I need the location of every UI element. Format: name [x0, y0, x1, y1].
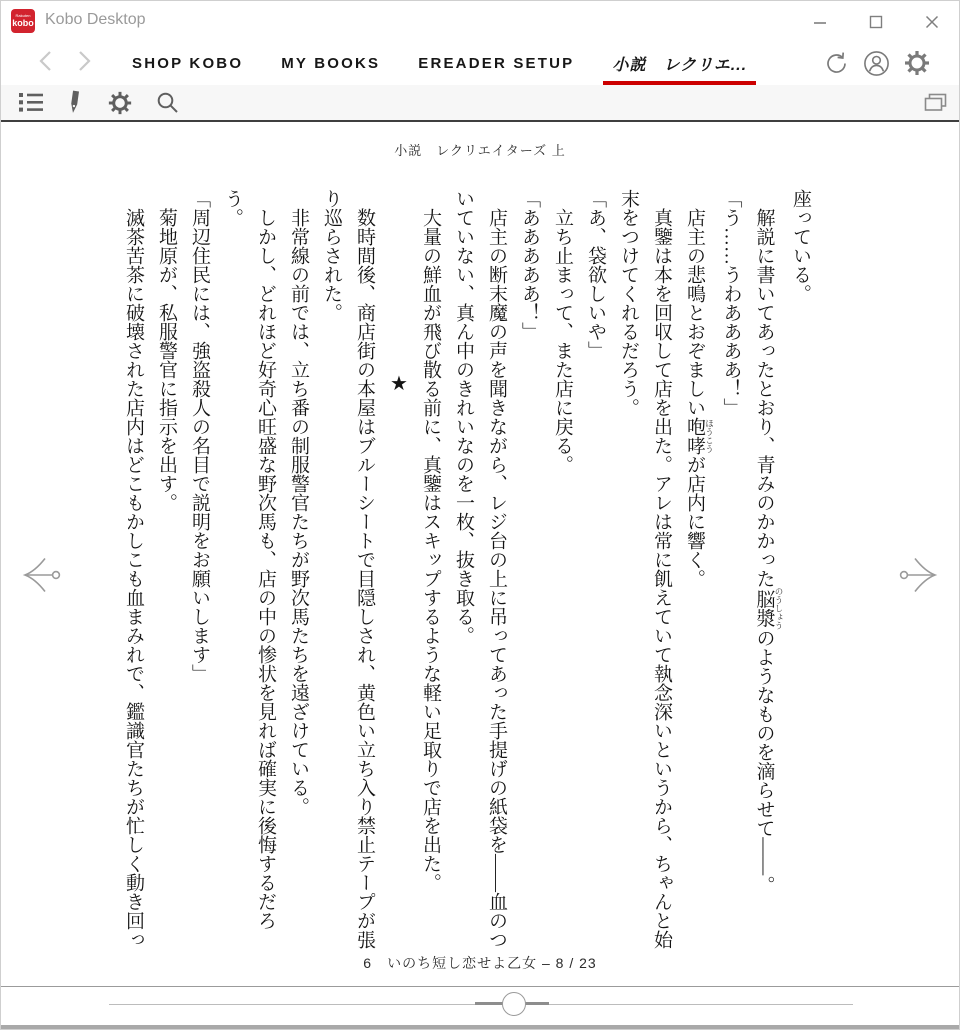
text-column: 座っている。 — [790, 189, 811, 303]
text-column: 立ち止まって、また店に戻る。 — [552, 208, 573, 474]
arrow-right-icon — [895, 552, 941, 598]
minimize-icon — [813, 15, 827, 29]
gear-icon — [903, 49, 931, 77]
text-column: 末をつけてくれるだろう。 — [618, 189, 639, 417]
gear-icon — [107, 90, 133, 116]
text-column: しかし、どれほど好奇心旺盛な野次馬も、店の中の惨状を見れば確実に後悔するだろ — [255, 208, 276, 930]
close-button[interactable] — [923, 13, 941, 31]
text-column: 「周辺住民には、強盗殺人の名目で説明をお願いします」 — [189, 189, 210, 683]
kobo-logo — [11, 9, 35, 33]
tab-my-books[interactable]: MY BOOKS — [281, 54, 381, 72]
book-title-header: 小説 レクリエイターズ 上 — [394, 143, 566, 158]
text-column: う。 — [222, 189, 243, 227]
text-column: 店主の断末魔の声を聞きながら、レジ台の上に吊ってあった手提げの紙袋を――血のつ — [486, 208, 507, 949]
logo-main-text: kobo — [12, 18, 34, 28]
chapter-page-indicator: 6 いのち短し恋せよ乙女 – 8 / 23 — [363, 955, 597, 971]
tab-ereader-setup[interactable]: EREADER SETUP — [418, 54, 575, 72]
text-column: いていない、真ん中のきれいなのを一枚、抜き取る。 — [453, 189, 474, 645]
next-page-arrow[interactable] — [895, 552, 941, 598]
tab-shop-kobo[interactable]: SHOP KOBO — [132, 54, 244, 72]
text-column: 数時間後、商店街の本屋はブルーシートで目隠しされ、黄色い立ち入り禁止テープが張 — [354, 208, 375, 949]
chevron-left-icon — [37, 50, 55, 72]
pen-icon — [66, 90, 84, 115]
forward-button[interactable] — [75, 50, 93, 77]
account-icon — [863, 50, 890, 77]
text-column: 菊地原が、私服警官に指示を出す。 — [156, 208, 177, 512]
text-column: 解説に書いてあったとおり、青みのかかった脳漿 のうしょうのようなものを滴らせて――。 — [753, 208, 784, 895]
search-button[interactable] — [156, 91, 179, 114]
text-column: 「あああああ！」 — [519, 189, 540, 341]
text-column: 「う……うわああああ！」 — [720, 189, 742, 417]
logo-super-text: Rakuten — [15, 13, 31, 18]
toc-button[interactable] — [19, 92, 43, 113]
text-column: り巡らされた。 — [321, 189, 342, 322]
title-bar — [1, 1, 959, 41]
arrow-left-icon — [19, 552, 65, 598]
scene-divider-star: ★ — [387, 371, 409, 395]
text-column: 「あ、袋欲しいや」 — [585, 189, 606, 360]
progress-slider-zone — [1, 987, 959, 1027]
text-column: 非常線の前では、立ち番の制服警官たちが野次馬たちを遠ざけている。 — [288, 208, 309, 816]
prev-page-arrow[interactable] — [19, 552, 65, 598]
table-of-contents-icon — [19, 92, 43, 113]
main-tabs — [132, 41, 747, 85]
back-button[interactable] — [37, 50, 55, 77]
text-column: 滅茶苦茶に破壊された店内はどこもかしこも血まみれで、鑑識官たちが忙しく動き回っ — [123, 208, 144, 949]
settings-button[interactable] — [903, 49, 931, 77]
windowed-mode-button[interactable] — [924, 93, 947, 112]
reading-settings-button[interactable] — [107, 90, 133, 116]
maximize-icon — [869, 15, 883, 29]
chevron-right-icon — [75, 50, 93, 72]
maximize-button[interactable] — [867, 13, 885, 31]
sync-button[interactable] — [823, 50, 850, 77]
minimize-button[interactable] — [811, 13, 829, 31]
tab-current-book[interactable]: 小説 レクリエ... — [612, 41, 747, 85]
text-column: 真鑒は本を回収して店を出た。アレは常に飢えていて執念深いというから、ちゃんと始 — [651, 208, 672, 949]
reader-toolbar — [1, 85, 959, 122]
search-icon — [156, 91, 179, 114]
window-bottom-edge — [1, 1025, 959, 1029]
reader-columns — [117, 189, 817, 964]
progress-slider-handle[interactable] — [502, 992, 526, 1016]
sync-icon — [823, 50, 850, 77]
account-button[interactable] — [863, 50, 890, 77]
text-column: 大量の鮮血が飛び散る前に、真鑒はスキップするような軽い足取りで店を出た。 — [420, 208, 441, 892]
windowed-mode-icon — [924, 93, 947, 112]
close-icon — [925, 15, 939, 29]
app-title: Kobo Desktop — [45, 11, 146, 28]
annotations-button[interactable] — [66, 90, 84, 115]
text-column: 店主の悲鳴とおぞましい咆哮 ほうこうが店内に響く。 — [684, 208, 715, 588]
nav-bar — [1, 41, 959, 85]
